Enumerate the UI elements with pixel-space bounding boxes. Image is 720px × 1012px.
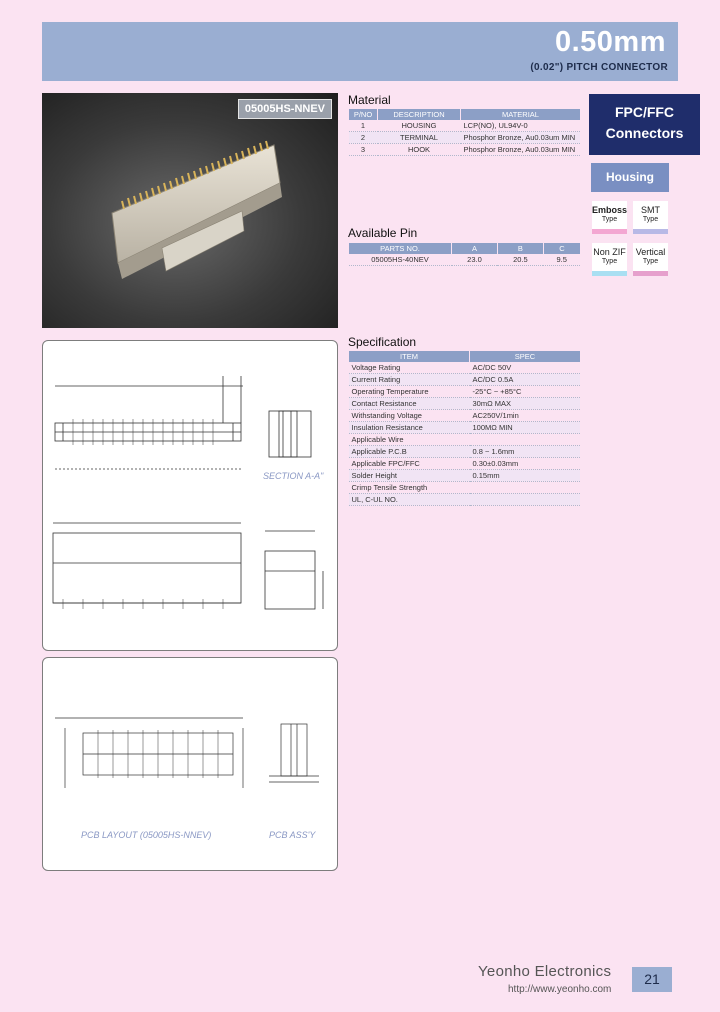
smt-type-tag: SMT Type bbox=[633, 201, 668, 234]
table-row: 3 HOOK Phosphor Bronze, Au0.03um MIN bbox=[349, 144, 581, 156]
dimension-drawing-panel bbox=[42, 340, 338, 651]
material-table bbox=[348, 109, 580, 156]
material-col-material: MATERIAL bbox=[461, 109, 581, 120]
table-row: Applicable Wire bbox=[349, 434, 581, 446]
category-box bbox=[589, 94, 700, 155]
table-row: Insulation Resistance 100MΩ MIN bbox=[349, 422, 581, 434]
table-row: Operating Temperature -25°C ~ +85°C bbox=[349, 386, 581, 398]
part-number-label: 05005HS-NNEV bbox=[238, 99, 332, 119]
category-line1: FPC/FFC bbox=[614, 104, 675, 120]
pcb-assy-caption: PCB ASS'Y bbox=[269, 830, 316, 840]
available-pin-table bbox=[348, 243, 580, 266]
table-row: Applicable P.C.B 0.8 ~ 1.6mm bbox=[349, 446, 581, 458]
category-line2: Connectors bbox=[605, 125, 684, 141]
table-row: Applicable FPC/FFC 0.30±0.03mm bbox=[349, 458, 581, 470]
header-band bbox=[42, 22, 678, 81]
nonzif-type-tag: Non ZIF Type bbox=[592, 243, 627, 276]
company-name: Yeonho Electronics bbox=[478, 963, 612, 980]
table-row: 2 TERMINAL Phosphor Bronze, Au0.03um MIN bbox=[349, 132, 581, 144]
page-subtitle: (0.02") PITCH CONNECTOR bbox=[530, 62, 668, 73]
specification-table bbox=[348, 351, 580, 506]
material-heading: Material bbox=[348, 93, 391, 107]
table-row: Current Rating AC/DC 0.5A bbox=[349, 374, 581, 386]
connector-photo-illustration bbox=[42, 93, 338, 328]
page-title: 0.50mm bbox=[554, 26, 666, 58]
pin-col-a: A bbox=[452, 243, 498, 254]
specification-heading: Specification bbox=[348, 335, 417, 349]
emboss-type-tag: Emboss Type bbox=[592, 201, 627, 234]
spec-col-spec: SPEC bbox=[470, 351, 581, 362]
housing-badge: Housing bbox=[591, 163, 669, 192]
connector-dimension-drawing bbox=[43, 341, 337, 650]
table-row: 05005HS-40NEV 23.0 20.5 9.5 bbox=[349, 254, 581, 266]
table-row: Contact Resistance 30mΩ MAX bbox=[349, 398, 581, 410]
spec-col-item: ITEM bbox=[349, 351, 470, 362]
table-row: UL, C-UL NO. bbox=[349, 494, 581, 506]
pin-col-c: C bbox=[543, 243, 580, 254]
table-row: 1 HOUSING LCP(NO), UL94V-0 bbox=[349, 120, 581, 132]
table-row: Solder Height 0.15mm bbox=[349, 470, 581, 482]
table-row: Crimp Tensile Strength bbox=[349, 482, 581, 494]
table-row: Voltage Rating AC/DC 50V bbox=[349, 362, 581, 374]
pin-col-parts-no: PARTS NO. bbox=[349, 243, 452, 254]
pin-col-b: B bbox=[497, 243, 543, 254]
company-url[interactable]: http://www.yeonho.com bbox=[508, 984, 612, 995]
vertical-type-tag: Vertical Type bbox=[633, 243, 668, 276]
pcb-layout-caption: PCB LAYOUT (05005HS-NNEV) bbox=[81, 830, 212, 840]
section-caption: SECTION A-A" bbox=[263, 471, 324, 481]
pcb-drawing-panel bbox=[42, 657, 338, 871]
product-photo bbox=[42, 93, 338, 328]
material-col-description: DESCRIPTION bbox=[378, 109, 461, 120]
material-col-pno: P/NO bbox=[349, 109, 378, 120]
available-pin-heading: Available Pin bbox=[348, 226, 418, 240]
table-row: Withstanding Voltage AC250V/1min bbox=[349, 410, 581, 422]
page-number: 21 bbox=[632, 967, 672, 992]
